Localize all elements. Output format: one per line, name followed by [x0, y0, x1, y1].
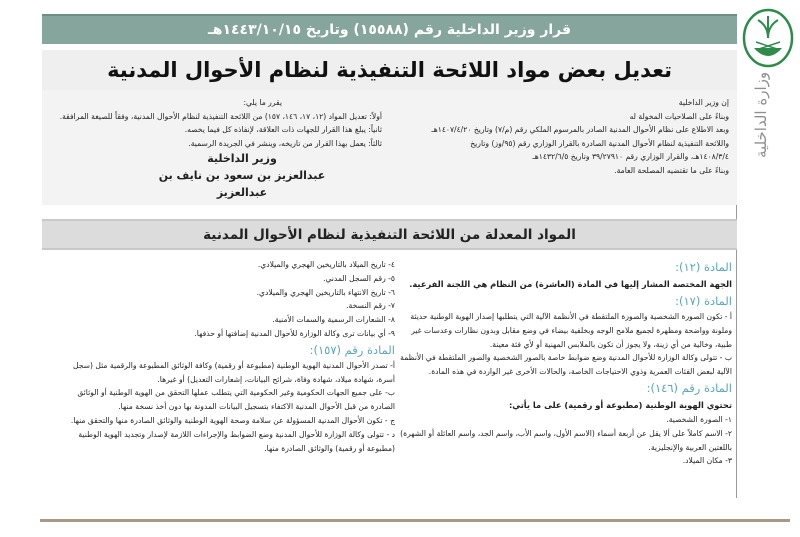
list-item: ٢- الاسم كاملاً على ألا يقل عن أربعة أسماء (الاسم الأول، واسم الأب، واسم الجد، واسم العائلة أو الشهرة) باللغتين العربية والإنجليزية.: [400, 428, 732, 452]
article-clause: ب- على جميع الجهات الحكومية وغير الحكومية التي يتطلب عملها التحقق من الهوية الوطنية أو الوثائق الصادرة من قبل الأحوال المدنية الاكتفاء بتسجيل البيانات المدونة بها دون أخذ نسخة منها.: [77, 388, 395, 412]
article-clause: ب - تتولى وكالة الوزارة للأحوال المدنية وضع ضوابط خاصة بالصور الشخصية والصور الملتقطة في الأنظمة الآلية لبعض الفئات العمرية وذوي الاحتياجات الخاصة، والحالات الأخرى غير الواردة في هذه المادة.: [400, 353, 732, 377]
preamble-line: إن وزير الداخلية: [678, 98, 729, 107]
articles-right-column: [392, 258, 732, 468]
preamble-line: ١٤٠٨/٣/٤هـ، والقرار الوزاري رقم ٣٩/٢٧٩١٠ وتاريخ ١٤٣٢/٦/٥هـ: [532, 152, 729, 162]
preamble: [394, 96, 729, 178]
list-item: ٥- رقم السجل المدني.: [323, 273, 395, 283]
preamble-line: وبناءً على الصلاحيات المخولة له: [629, 111, 729, 121]
signature-name: عبدالعزيز بن سعود بن نايف بن عبدالعزيز: [158, 169, 326, 200]
list-item: ٤- تاريخ الميلاد بالتاريخين الهجري والميلادي.: [257, 260, 395, 269]
list-item: ٣- مكان الميلاد.: [682, 456, 732, 466]
article-clause: ج - تكون الأحوال المدنية المسؤولة عن سلامة وصحة الهوية الوطنية والوثائق الصادرة منها والتحقق منها.: [70, 415, 395, 425]
list-item: ٧- رقم النسخة.: [346, 301, 395, 311]
resolution: [47, 96, 382, 201]
resolution-line: ثانياً: يبلغ هذا القرار للجهات ذات العلاقة، لإنفاذه كل فيما يخصه.: [184, 125, 382, 135]
article-clause: أ - تكون الصورة الشخصية والصورة الملتقطة في الأنظمة الآلية التي يتطلبها إصدار الهوية الوطنية حديثة وملونة وواضحة ومظهرة لجميع ملامح الوجه وبخلفية بيضاء في وضع مقابل وبدون نظارات وعدسات غير طبية، وخالية من أي زينة، ولا يجوز أن تكون بالملابس المهنية أو لأي فئة معينة.: [410, 312, 732, 349]
page-title: تعديل بعض مواد اللائحة التنفيذية لنظام الأحوال المدنية: [42, 50, 737, 90]
article-heading: المادة (١٧):: [675, 294, 732, 308]
resolution-line: أولاً: تعديل المواد (١٢، ١٧، ١٤٦، ١٥٧) من اللائحة التنفيذية لنظام الأحوال المدنية، وفقاً للصيغة المرافقة.: [59, 111, 382, 121]
preamble-line: واللائحة التنفيذية لنظام الأحوال المدنية الصادرة بالقرار الوزاري رقم (٩٥/وز) وتاريخ: [470, 138, 729, 148]
resolution-line: يقرر ما يلي:: [243, 98, 282, 107]
decree-number-bar: قرار وزير الداخلية رقم (١٥٥٨٨) وتاريخ ١٤٤٣/١٠/١٥هـ: [42, 14, 737, 44]
resolution-line: ثالثاً: يعمل بهذا القرار من تاريخه، وينشر في الجريدة الرسمية.: [188, 138, 382, 148]
article-clause: د - تتولى وكالة الوزارة للأحوال المدنية وضع الضوابط والإجراءات اللازمة لإصدار وتجديد الهوية الوطنية (مطبوعة أو رقمية) والوثائق الصادرة منها.: [78, 429, 395, 453]
list-item: ٦- تاريخ الانتهاء بالتاريخين الهجري والميلادي.: [256, 287, 395, 297]
article-clause: أ- تصدر الأحوال المدنية الهوية الوطنية (مطبوعة أو رقمية) وكافة الوثائق المطبوعة والرقمية مثل (سجل أسرة، شهادة ميلاد، شهادة وفاة، شرائح البيانات، إشعارات التعديل) أو غيرها.: [72, 360, 395, 384]
list-item: ٩- أي بيانات ترى وكالة الوزارة للأحوال المدنية إضافتها أو حذفها.: [194, 328, 395, 338]
article-heading: المادة (١٢):: [675, 260, 732, 274]
ministry-emblem-icon: [742, 8, 794, 68]
article-text: الجهة المختصة المشار إليها في المادة (العاشرة) من النظام هي اللجنة الفرعية.: [409, 279, 732, 289]
preamble-line: وبناءً على ما تقتضيه المصلحة العامة.: [614, 165, 729, 175]
list-item: ٨- الشعارات الرسمية والسمات الأمنية.: [272, 315, 395, 325]
section-heading: المواد المعدلة من اللائحة التنفيذية لنظام الأحوال المدنية: [42, 219, 737, 250]
intro-box: [42, 90, 737, 205]
article-text: تحتوي الهوية الوطنية (مطبوعة أو رقمية) على ما يأتي:: [508, 399, 732, 410]
ministry-vertical-title: وزارة الداخلية: [752, 71, 770, 159]
list-item: ١- الصورة الشخصية.: [666, 414, 732, 424]
articles-left-column: [55, 258, 395, 455]
bottom-rule: [40, 519, 790, 522]
signature-title: وزير الداخلية: [207, 152, 277, 166]
article-heading: المادة رقم (١٥٧):: [309, 342, 395, 357]
preamble-line: وبعد الاطلاع على نظام الأحوال المدنية الصادر بالمرسوم الملكي رقم (م/٧) وتاريخ ١٤٠٧/٤/٢٠هـ: [431, 125, 729, 135]
article-heading: المادة رقم (١٤٦):: [646, 380, 732, 395]
